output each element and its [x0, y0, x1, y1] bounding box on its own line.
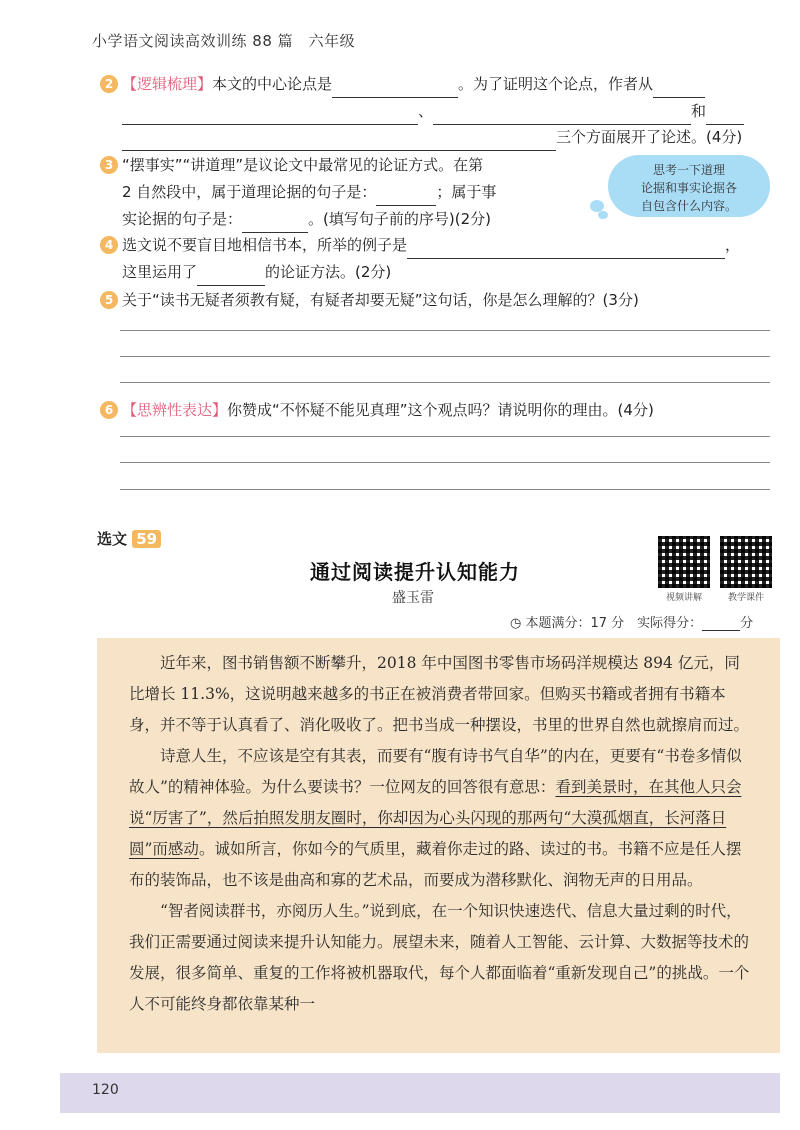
book-header: 小学语文阅读高效训练 88 篇 六年级 — [92, 32, 356, 50]
page-number: 120 — [92, 1082, 119, 1098]
question-text: “摆事实”“讲道理”是议论文中最常见的论证方式。在第 — [122, 156, 484, 174]
question-text: 和 — [691, 102, 707, 120]
paragraph-2 — [97, 741, 780, 896]
answer-line[interactable] — [120, 436, 770, 437]
paragraph-3: “智者阅读群书，亦阅历人生。”说到底，在一个知识快速迭代、信息大量过剩的时代，我们正需要通过阅读来提升认知能力。展望未来，随着人工智能、云计算、大数据等技术的发展，很多简单、重复的工作将被机器取代，每个人都面临着“重新发现自己”的挑战。一个人不可能终身都依靠某种一 — [129, 902, 750, 1013]
question-text: 选文说不要盲目地相信书本，所举的例子是 — [122, 236, 408, 254]
question-text: 的论证方法。(2分) — [265, 263, 392, 281]
bubble-puff — [598, 211, 608, 219]
question-2 — [100, 71, 705, 98]
score-unit: 分 — [740, 616, 754, 631]
question-number: 6 — [100, 401, 118, 419]
answer-line[interactable] — [120, 382, 770, 383]
paragraph-2-text: 诗意人生，不应该是空有其表，而要有“腹有诗书气自华”的内在，更要有“书卷多情似故人”的精神体验。为什么要读书？一位网友的回答很有意思： — [129, 747, 742, 796]
score-label: ◷ 本题满分：17 分 实际得分： — [510, 616, 703, 631]
question-text: ；属于事 — [436, 183, 497, 201]
page-footer-band — [60, 1073, 780, 1113]
selection-number: 59 — [132, 530, 161, 548]
question-5 — [100, 287, 639, 314]
answer-blank[interactable] — [242, 214, 308, 233]
question-4 — [100, 232, 740, 259]
question-4-line2 — [122, 259, 391, 286]
paragraph-2-text: 。诚如所言，你如今的气质里，藏着你走过的路、读过的书。书籍不应是任人摆布的装饰品，也不该是曲高和寡的艺术品，而要成为潜移默化、润物无声的日用品。 — [129, 840, 742, 889]
question-text: 。为了证明这个论点，作者从 — [458, 75, 654, 93]
selection-label-text: 选文 — [97, 530, 128, 548]
question-3-line3 — [122, 206, 491, 233]
qr-caption-courseware: 教学课件 — [728, 593, 765, 603]
question-text: 三个方面展开了论述。(4分) — [556, 128, 743, 146]
article-author: 盛玉雷 — [392, 590, 434, 606]
question-6 — [100, 397, 654, 424]
question-number: 2 — [100, 75, 118, 93]
courseware-qr-code[interactable] — [720, 536, 772, 588]
question-tag: 【思辨性表达】 — [122, 401, 228, 419]
question-text: ， — [725, 236, 741, 254]
question-text: 你赞成“不怀疑不能见真理”这个观点吗？请说明你的理由。(4分) — [227, 401, 654, 419]
paragraph-1: 近年来，图书销售额不断攀升，2018 年中国图书零售市场码洋规模达 894 亿元，同比增长 11.3%，这说明越来越多的书正在被消费者带回家。但购买书籍或者拥有书籍本身，并不等于认真看了、消化吸收了。把书当成一种摆设，书里的世界自然也就擦肩而过。 — [129, 654, 750, 734]
question-number: 3 — [100, 156, 118, 174]
selection-label — [97, 528, 161, 549]
question-number: 4 — [100, 236, 118, 254]
article-title: 通过阅读提升认知能力 — [310, 560, 520, 584]
hint-text: 自包含什么内容。 — [640, 199, 737, 213]
answer-line[interactable] — [120, 462, 770, 463]
answer-blank[interactable] — [122, 132, 556, 151]
question-number: 5 — [100, 291, 118, 309]
answer-blank[interactable] — [332, 79, 458, 98]
qr-caption-video: 视频讲解 — [666, 593, 703, 603]
question-text: 这里运用了 — [122, 263, 198, 281]
question-text: 、 — [418, 102, 434, 120]
answer-blank[interactable] — [706, 106, 744, 125]
article-passage — [97, 638, 780, 1053]
hint-bubble — [608, 155, 770, 217]
question-3-line2 — [122, 179, 496, 206]
answer-blank[interactable] — [433, 106, 691, 125]
answer-line[interactable] — [120, 356, 770, 357]
question-text: 本文的中心论点是 — [212, 75, 333, 93]
question-tag: 【逻辑梳理】 — [122, 75, 213, 93]
answer-blank[interactable] — [653, 79, 705, 98]
question-text: 实论据的句子是： — [122, 210, 243, 228]
underlined-sentence: 看到美景时，在其他人只会说“厉害了”，然后拍照发朋友圈时，你却因为心头闪现的那两句“大漠孤烟直，长河落日圆”而感动 — [129, 778, 742, 858]
question-2-line2 — [122, 98, 744, 125]
video-qr-code[interactable] — [658, 536, 710, 588]
question-3 — [100, 152, 483, 179]
score-line — [510, 612, 753, 631]
answer-line[interactable] — [120, 330, 770, 331]
answer-blank[interactable] — [122, 106, 418, 125]
hint-text: 思考一下道理 — [652, 163, 725, 177]
answer-line[interactable] — [120, 489, 770, 490]
answer-blank[interactable] — [407, 240, 725, 259]
score-blank[interactable] — [702, 616, 740, 631]
answer-blank[interactable] — [197, 267, 265, 286]
question-text: 2 自然段中，属于道理论据的句子是： — [122, 183, 377, 201]
question-text: 关于“读书无疑者须教有疑，有疑者却要无疑”这句话，你是怎么理解的？(3分) — [122, 291, 639, 309]
answer-blank[interactable] — [376, 187, 436, 206]
question-2-line3 — [122, 124, 742, 151]
question-text: 。(填写句子前的序号)(2分) — [308, 210, 491, 228]
hint-text: 论据和事实论据各 — [640, 181, 737, 195]
